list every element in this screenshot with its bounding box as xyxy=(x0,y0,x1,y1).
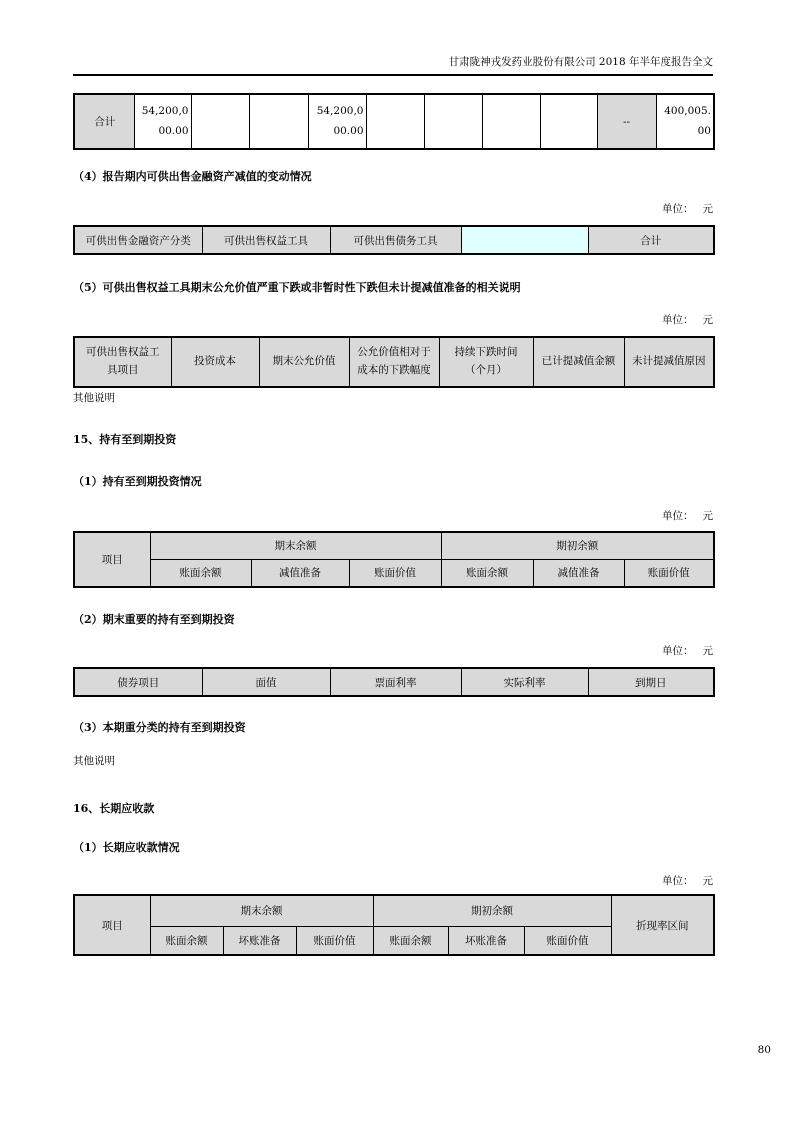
header-cell: 账面价值 xyxy=(349,559,441,587)
table-subheader-row xyxy=(74,559,714,587)
afs-change-table xyxy=(73,225,715,255)
section-heading-15: 15、持有至到期投资 xyxy=(73,433,177,446)
unit-note xyxy=(73,645,713,658)
item-header-cell: 项目 xyxy=(74,532,150,587)
htm-status-table xyxy=(73,531,715,588)
section-heading-16-1: （1）长期应收款情况 xyxy=(73,841,180,854)
other-notes-label: 其他说明 xyxy=(73,755,115,767)
htm-important-table xyxy=(73,667,715,697)
header-cell: 减值准备 xyxy=(533,559,624,587)
unit-note xyxy=(73,875,713,888)
header-cell: 账面余额 xyxy=(150,559,251,587)
unit-currency: 元 xyxy=(702,203,713,215)
empty-cell xyxy=(249,94,308,149)
header-cell: 坏账准备 xyxy=(223,926,296,955)
section-heading-15-2: （2）期末重要的持有至到期投资 xyxy=(73,613,235,626)
header-cell: 实际利率 xyxy=(461,668,588,696)
header-cell: 合计 xyxy=(588,226,714,254)
header-cell: 持续下跌时间（个月） xyxy=(439,337,533,387)
empty-cell xyxy=(540,94,597,149)
unit-label: 单位： xyxy=(662,203,694,215)
ltr-status-table xyxy=(73,894,715,956)
header-cell: 债券项目 xyxy=(74,668,202,696)
header-cell: 账面余额 xyxy=(441,559,533,587)
other-notes-label: 其他说明 xyxy=(73,392,115,404)
header-cell: 到期日 xyxy=(588,668,714,696)
afs-total-table xyxy=(73,93,715,150)
header-cell: 账面价值 xyxy=(524,926,611,955)
header-cell: 可供出售权益工具项目 xyxy=(74,337,171,387)
header-cell: 公允价值相对于成本的下跌幅度 xyxy=(349,337,439,387)
table-header-row xyxy=(74,337,714,387)
table-header-row xyxy=(74,226,714,254)
highlighted-empty-cell xyxy=(461,226,588,254)
group-header-cell: 期初余额 xyxy=(373,895,611,926)
unit-currency: 元 xyxy=(702,314,713,326)
total-value-cell: 54,200,000.00 xyxy=(308,94,366,149)
unit-currency: 元 xyxy=(702,510,713,522)
unit-currency: 元 xyxy=(702,875,713,887)
group-header-cell: 期初余额 xyxy=(441,532,714,559)
unit-currency: 元 xyxy=(702,645,713,657)
report-title: 甘肃陇神戎发药业股份有限公司 2018 年半年度报告全文 xyxy=(448,56,713,68)
header-cell: 期末公允价值 xyxy=(259,337,349,387)
table-group-header-row xyxy=(74,895,714,926)
section-heading-5: （5）可供出售权益工具期末公允价值严重下跌或非暂时性下跌但未计提减值准备的相关说明 xyxy=(73,281,521,294)
group-header-cell: 期末余额 xyxy=(150,532,441,559)
header-cell: 面值 xyxy=(202,668,330,696)
dash-cell: -- xyxy=(597,94,656,149)
section-heading-15-3: （3）本期重分类的持有至到期投资 xyxy=(73,721,246,734)
header-cell: 减值准备 xyxy=(251,559,349,587)
header-cell: 账面余额 xyxy=(150,926,223,955)
table-group-header-row xyxy=(74,532,714,559)
unit-note xyxy=(73,314,713,327)
item-header-cell: 项目 xyxy=(74,895,150,955)
empty-cell xyxy=(482,94,540,149)
group-header-cell: 期末余额 xyxy=(150,895,373,926)
unit-label: 单位： xyxy=(662,510,694,522)
header-cell: 账面价值 xyxy=(296,926,373,955)
unit-label: 单位： xyxy=(662,314,694,326)
running-header xyxy=(73,0,713,76)
unit-note xyxy=(73,203,713,216)
unit-note xyxy=(73,510,713,523)
header-cell: 未计提减值原因 xyxy=(624,337,714,387)
page-number: 80 xyxy=(757,1044,771,1056)
header-cell: 可供出售权益工具 xyxy=(202,226,330,254)
discount-rate-header-cell: 折现率区间 xyxy=(611,895,714,955)
header-cell: 可供出售金融资产分类 xyxy=(74,226,202,254)
total-value-cell: 54,200,000.00 xyxy=(134,94,191,149)
section-heading-16: 16、长期应收款 xyxy=(73,802,155,815)
afs-decline-table xyxy=(73,336,715,388)
table-row xyxy=(74,94,714,149)
header-cell: 账面余额 xyxy=(373,926,448,955)
header-cell: 投资成本 xyxy=(171,337,259,387)
total-value-cell: 400,005.00 xyxy=(656,94,714,149)
unit-label: 单位： xyxy=(662,875,694,887)
header-cell: 票面利率 xyxy=(330,668,461,696)
section-heading-15-1: （1）持有至到期投资情况 xyxy=(73,475,202,488)
header-cell: 可供出售债务工具 xyxy=(330,226,461,254)
empty-cell xyxy=(191,94,249,149)
unit-label: 单位： xyxy=(662,645,694,657)
empty-cell xyxy=(366,94,424,149)
page-content xyxy=(73,0,713,956)
header-cell: 账面价值 xyxy=(624,559,714,587)
header-cell: 坏账准备 xyxy=(448,926,524,955)
table-header-row xyxy=(74,668,714,696)
header-cell: 已计提减值金额 xyxy=(533,337,624,387)
section-heading-4: （4）报告期内可供出售金融资产减值的变动情况 xyxy=(73,170,312,183)
empty-cell xyxy=(424,94,482,149)
total-label-cell: 合计 xyxy=(74,94,134,149)
